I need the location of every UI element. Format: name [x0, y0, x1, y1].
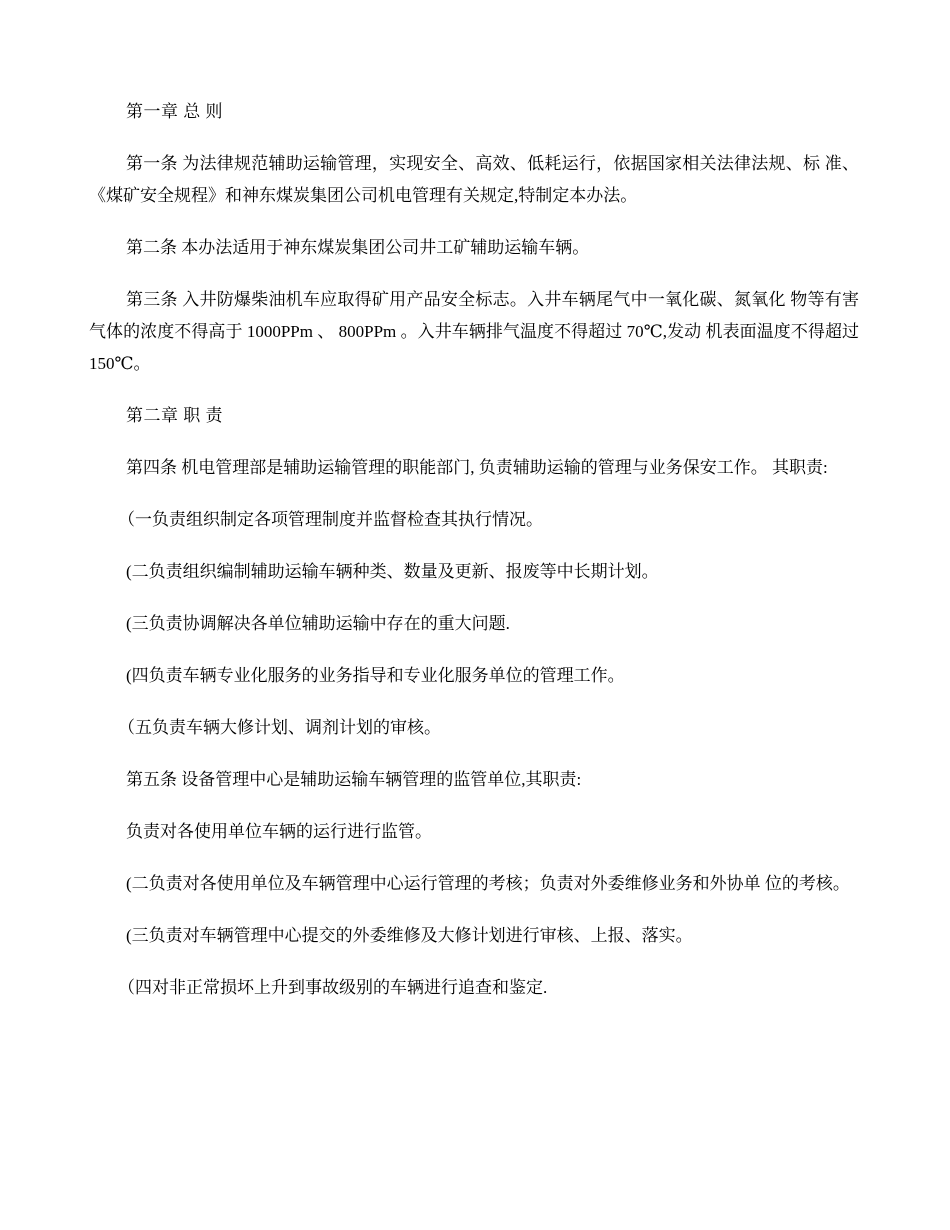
article-paragraph: 第四条 机电管理部是辅助运输管理的职能部门, 负责辅助运输的管理与业务保安工作。 其职责: [126, 458, 828, 477]
article-paragraph: 第五条 设备管理中心是辅助运输车辆管理的监管单位,其职责: [126, 770, 582, 789]
article-paragraph: 第二条 本办法适用于神东煤炭集团公司井工矿辅助运输车辆。 [126, 238, 590, 257]
article-paragraph: 第三条 入井防爆柴油机车应取得矿用产品安全标志。入井车辆尾气中一氧化碳、氮氧化 物等有害气体的浓度不得高于 1000PPm 、 800PPm 。入井车辆排气温度不得超过 70℃,发动 机表面温度不得超过 150℃。 [89, 290, 859, 373]
list-item-paragraph: (四负责车辆专业化服务的业务指导和专业化服务单位的管理工作。 [126, 666, 625, 685]
article-paragraph: 第一条 为法律规范辅助运输管理，实现安全、高效、低耗运行，依据国家相关法律法规、标 准、《煤矿安全规程》和神东煤炭集团公司机电管理有关规定,特制定本办法。 [89, 154, 859, 205]
list-item-paragraph: (二负责组织编制辅助运输车辆种类、数量及更新、报废等中长期计划。 [126, 562, 659, 581]
chapter-heading: 第二章 职 责 [126, 406, 223, 425]
list-item-paragraph: （四对非正常损坏上升到事故级别的车辆进行追查和鉴定. [118, 978, 548, 997]
list-item-paragraph: (三负责对车辆管理中心提交的外委维修及大修计划进行审核、上报、落实。 [126, 926, 693, 945]
list-item-paragraph: (三负责协调解决各单位辅助运输中存在的重大问题. [126, 614, 510, 633]
list-item-paragraph: 负责对各使用单位车辆的运行进行监管。 [126, 822, 432, 841]
document-body [89, 96, 859, 1024]
list-item-paragraph: （一负责组织制定各项管理制度并监督检查其执行情况。 [118, 510, 543, 529]
chapter-heading: 第一章 总 则 [126, 102, 223, 121]
list-item-paragraph: (二负责对各使用单位及车辆管理中心运行管理的考核；负责对外委维修业务和外协单 位的考核。 [126, 874, 850, 893]
list-item-paragraph: （五负责车辆大修计划、调剂计划的审核。 [118, 718, 441, 737]
